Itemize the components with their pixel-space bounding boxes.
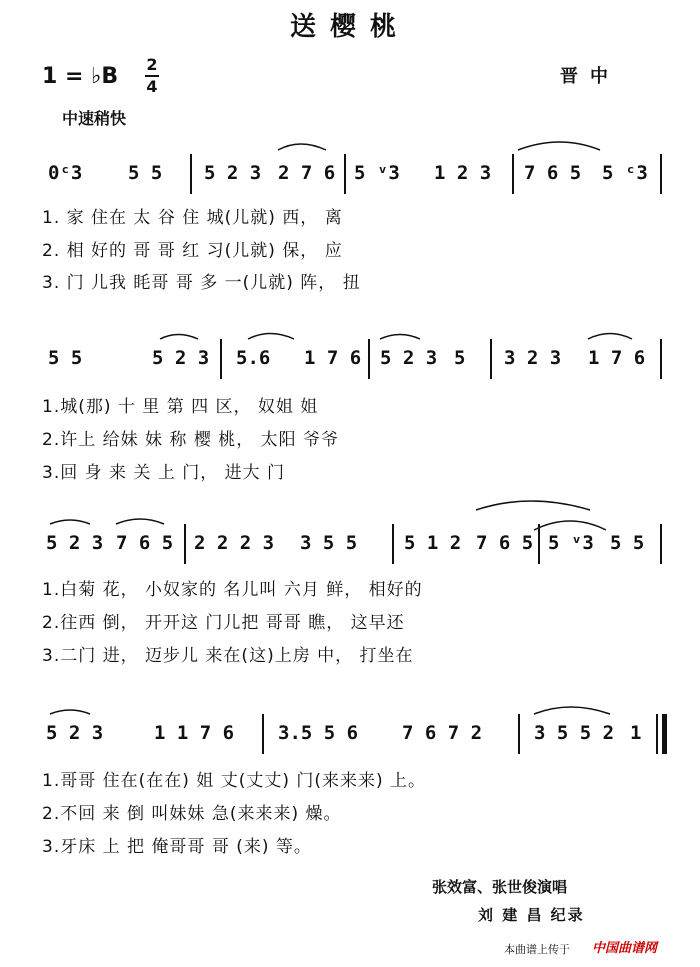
- recorder-credit: 刘 建 昌 纪录: [478, 906, 585, 924]
- lyric-line: 1.白菊 花， 小奴家的 名儿叫 六月 鲜， 相好的: [42, 580, 423, 600]
- note-group: 3.5 5 6: [278, 722, 359, 744]
- origin-label: 晋中: [560, 66, 620, 87]
- note-group: 5 5: [128, 162, 163, 184]
- lyric-line: 2.不回 来 倒 叫妹妹 急(来来来) 燥。: [42, 804, 342, 824]
- slur-arc: [588, 334, 632, 340]
- key-signature: 1 = ♭B: [42, 64, 119, 89]
- slur-arc: [248, 334, 294, 340]
- note-group: 5 2 3: [204, 162, 262, 184]
- lyric-line: 1.哥哥 住在(在在) 姐 丈(丈丈) 门(来来来) 上。: [42, 771, 427, 791]
- note-group: 5 2 3: [46, 722, 104, 744]
- note-group: 7 6 5: [476, 532, 534, 554]
- slur-arc: [476, 501, 590, 510]
- note-group: 1 2 3: [434, 162, 492, 184]
- slur-arc: [534, 521, 606, 530]
- slur-arc: [518, 142, 600, 150]
- note-group: 3 2 3: [504, 347, 562, 369]
- lyric-line: 2.许上 给妹 妹 称 樱 桃， 太阳 爷爷: [42, 430, 340, 450]
- meter-top: 2: [146, 55, 158, 74]
- lyric-line: 3.二门 进， 迈步儿 来在(这)上房 中， 打坐在: [42, 646, 414, 666]
- upload-note: 本曲谱上传于: [504, 943, 570, 956]
- lyric-line: 1.城(那) 十 里 第 四 区， 奴姐 姐: [42, 397, 319, 417]
- note-group: 3 5 5: [300, 532, 358, 554]
- note-group: 5 ᵛ3: [354, 162, 400, 184]
- lyric-line: 3.回 身 来 关 上 门， 进大 门: [42, 463, 286, 483]
- note-group: 1 7 6: [304, 347, 362, 369]
- meter-bottom: 4: [146, 77, 158, 96]
- slur-arc: [160, 335, 198, 340]
- note-group: 2 7 6: [278, 162, 336, 184]
- note-group: 3 5 5 2: [534, 722, 615, 744]
- note-group: 5 2 3: [380, 347, 438, 369]
- slur-arc: [278, 144, 326, 150]
- page-title: 送樱桃: [289, 12, 410, 42]
- lyric-line: 2. 相 好的 哥 哥 红 习(儿就) 保， 应: [42, 241, 343, 261]
- note-group: 5 2 3: [152, 347, 210, 369]
- note-group: 1 7 6: [588, 347, 646, 369]
- note-group: 7 6 7 2: [402, 722, 483, 744]
- note-group: 7 6 5: [116, 532, 174, 554]
- slur-arc: [116, 519, 164, 524]
- note-group: 7 6 5: [524, 162, 582, 184]
- note-group: 2 2 2 3: [194, 532, 275, 554]
- lyric-line: 3. 门 儿我 眊哥 哥 多 一(儿就) 阵， 扭: [42, 273, 361, 293]
- note-group: 5 5: [48, 347, 83, 369]
- lyric-line: 3.牙床 上 把 俺哥哥 哥 (来) 等。: [42, 837, 312, 857]
- note-group: 5 5: [610, 532, 645, 554]
- note-group: 5 ᶜ3: [602, 162, 648, 184]
- tempo-marking: 中速稍快: [62, 109, 127, 128]
- note-group: 5 ᵛ3: [548, 532, 594, 554]
- note-group: 5 2 3: [46, 532, 104, 554]
- slur-arc: [534, 707, 610, 714]
- slur-arc: [50, 710, 90, 714]
- singers-credit: 张效富、张世俊演唱: [432, 878, 568, 896]
- lyric-line: 1. 家 住在 太 谷 住 城(儿就) 西， 离: [42, 208, 343, 228]
- note-group: 5 1 2: [404, 532, 462, 554]
- note-group: 1 1 7 6: [154, 722, 235, 744]
- note-group: 5.6: [236, 347, 271, 369]
- note-group: 5: [454, 347, 466, 369]
- lyric-line: 2.往西 倒， 开开这 门儿把 哥哥 瞧， 这早还: [42, 613, 405, 633]
- slur-arc: [50, 520, 90, 524]
- note-group: 1: [630, 722, 642, 744]
- note-group: 0ᶜ3: [48, 162, 83, 184]
- slur-arc: [380, 335, 420, 340]
- site-logo: 中国曲谱网: [592, 941, 658, 956]
